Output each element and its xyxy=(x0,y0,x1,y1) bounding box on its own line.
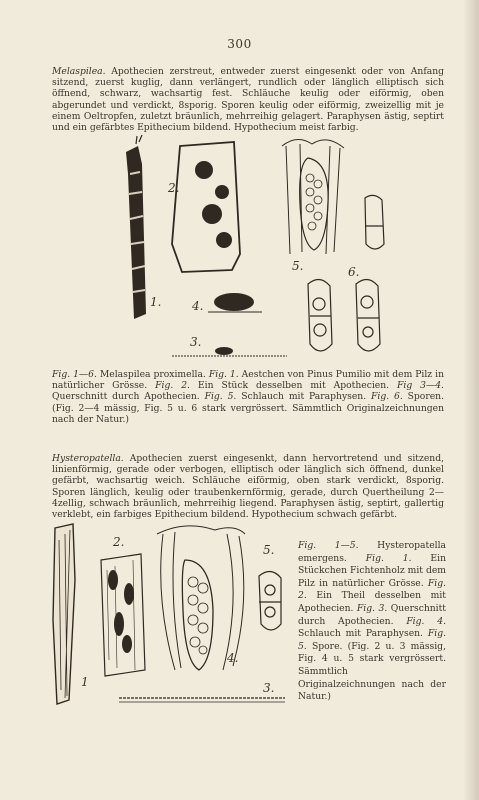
melaspilea-text: Apothecien zerstreut, entweder zuerst eingesenkt oder von Anfang sitzend, zuerst kuglig, dann verlängert, rundlich oder länglich elliptisch sich öffnend, schwarz, wachsartig fest. Schläuche keulig oder eiförmig, oben abgerundet und verdickt, 8sporig. Sporen keulig oder eiförmig, zweizellig mit je einem Oeltropfen, zuletzt bräunlich, mehrreihig gelagert. Paraphysen ästig, septirt und ein gefärbtes Epithecium bildend. Hypothecium meist farbig. xyxy=(52,66,444,134)
caption1-range: Fig. 1—6. xyxy=(52,369,97,380)
caption2-fig3: Fig. 3. xyxy=(356,602,388,614)
fig2-label-3: 3. xyxy=(263,681,275,695)
fig-label-2: 2. xyxy=(168,181,180,195)
twig-drawing xyxy=(126,135,146,319)
fig-label-5: 5. xyxy=(292,259,304,273)
fig-label-4: 4. xyxy=(192,299,204,313)
caption2-text3: Querschnitt durch Apothecien. xyxy=(298,602,446,627)
wood-piece-drawing xyxy=(53,524,75,704)
caption1-text3: Querschnitt durch Apothecien. xyxy=(52,391,205,403)
caption1-fig3: Fig 3—4. xyxy=(397,380,444,392)
caption1-fig1: Fig. 1. xyxy=(208,369,239,380)
caption1-text6: Sporen. (Fig. 2—4 mässig, Fig. 5 u. 6 stark vergrössert. Sämmtlich Originalzeichnungen nach der Natur.) xyxy=(52,391,444,425)
caption1-species: Melaspilea proximella. xyxy=(96,369,209,380)
caption1-text1: Aestchen von Pinus Pumilio mit dem Pilz in natürlicher Grösse. xyxy=(52,369,444,392)
caption1-fig6: Fig. 6. xyxy=(371,391,403,403)
figure1-caption xyxy=(52,369,444,425)
caption2-fig4: Fig. 4. xyxy=(406,615,446,627)
genus-melaspilea: Melaspilea. xyxy=(52,66,106,77)
caption2-fig5: Fig. 5. xyxy=(298,628,446,652)
caption2-text2: Ein Theil desselben mit Apothecien. xyxy=(298,590,446,614)
fig2-label-2: 2. xyxy=(113,535,125,549)
hysteropatella-spore-drawing xyxy=(259,571,281,630)
ascus-drawing xyxy=(282,139,344,254)
caption2-fig1: Fig. 1. xyxy=(365,552,412,564)
caption2-text4: Schlauch mit Paraphysen. xyxy=(298,628,428,640)
caption2-species: Hysteropatella emergens. xyxy=(298,540,446,564)
melaspilea-description xyxy=(52,66,444,133)
apothecia-piece-drawing xyxy=(172,142,240,272)
hysteropatella-ascus-drawing xyxy=(157,526,245,670)
caption1-text5: Schlauch mit Paraphysen. xyxy=(236,391,371,403)
melaspilea-plate xyxy=(112,134,412,366)
figure2-caption xyxy=(298,540,446,704)
hysteropatella-apothecia-drawing xyxy=(101,554,145,676)
fig2-label-5: 5. xyxy=(263,543,275,557)
caption2-text1: Ein Stückchen Fichtenholz mit dem Pilz in natürlicher Grösse. xyxy=(298,552,446,589)
fig-label-6: 6. xyxy=(348,265,360,279)
spores-drawing xyxy=(308,195,384,351)
genus-hysteropatella: Hysteropatella. xyxy=(52,453,124,464)
caption2-fig2: Fig. 2. xyxy=(298,577,446,602)
caption2-text5: Spore. (Fig. 2 u. 3 mässig, Fig. 4 u. 5 stark vergrössert. Sämmtlich Originalzeichnungen nach der Natur.) xyxy=(298,640,446,703)
hysteropatella-text: Apothecien zuerst eingesenkt, dann hervortretend und sitzend, linienförmig, gerade oder verbogen, elliptisch oder länglich sich öffnend, dunkel gefärbt, wachsartig weich. Schläuche eiförmig, oben stark verdickt, 8sporig. Sporen länglich, keulig oder traubenkernförmig, gerade, durch Quertheilung 2—4zellig, schwach bräunlich, mehrreihig liegend. Paraphysen ästig, septirt, gallertig verklebt, ein farbiges Epithecium bildend. Hypothecium schwach gefärbt. xyxy=(52,453,444,521)
caption1-fig5: Fig. 5. xyxy=(204,391,237,403)
hysteropatella-plate xyxy=(45,520,295,715)
apothecium-section-drawing xyxy=(208,293,262,312)
page-gutter-shadow xyxy=(463,0,479,800)
hysteropatella-description xyxy=(52,453,444,520)
fig2-label-4: 4. xyxy=(227,651,239,665)
caption2-range: Fig. 1—5. xyxy=(298,540,359,551)
caption1-fig2: Fig. 2. xyxy=(155,380,190,392)
caption1-text2: Ein Stück desselben mit Apothecien. xyxy=(189,380,398,392)
fig-label-1: 1. xyxy=(150,295,162,309)
hysteropatella-section-drawing xyxy=(119,698,285,702)
fig-label-3: 3. xyxy=(190,335,202,349)
page-number: 300 xyxy=(227,37,252,51)
fig2-label-1: 1 xyxy=(81,675,89,689)
